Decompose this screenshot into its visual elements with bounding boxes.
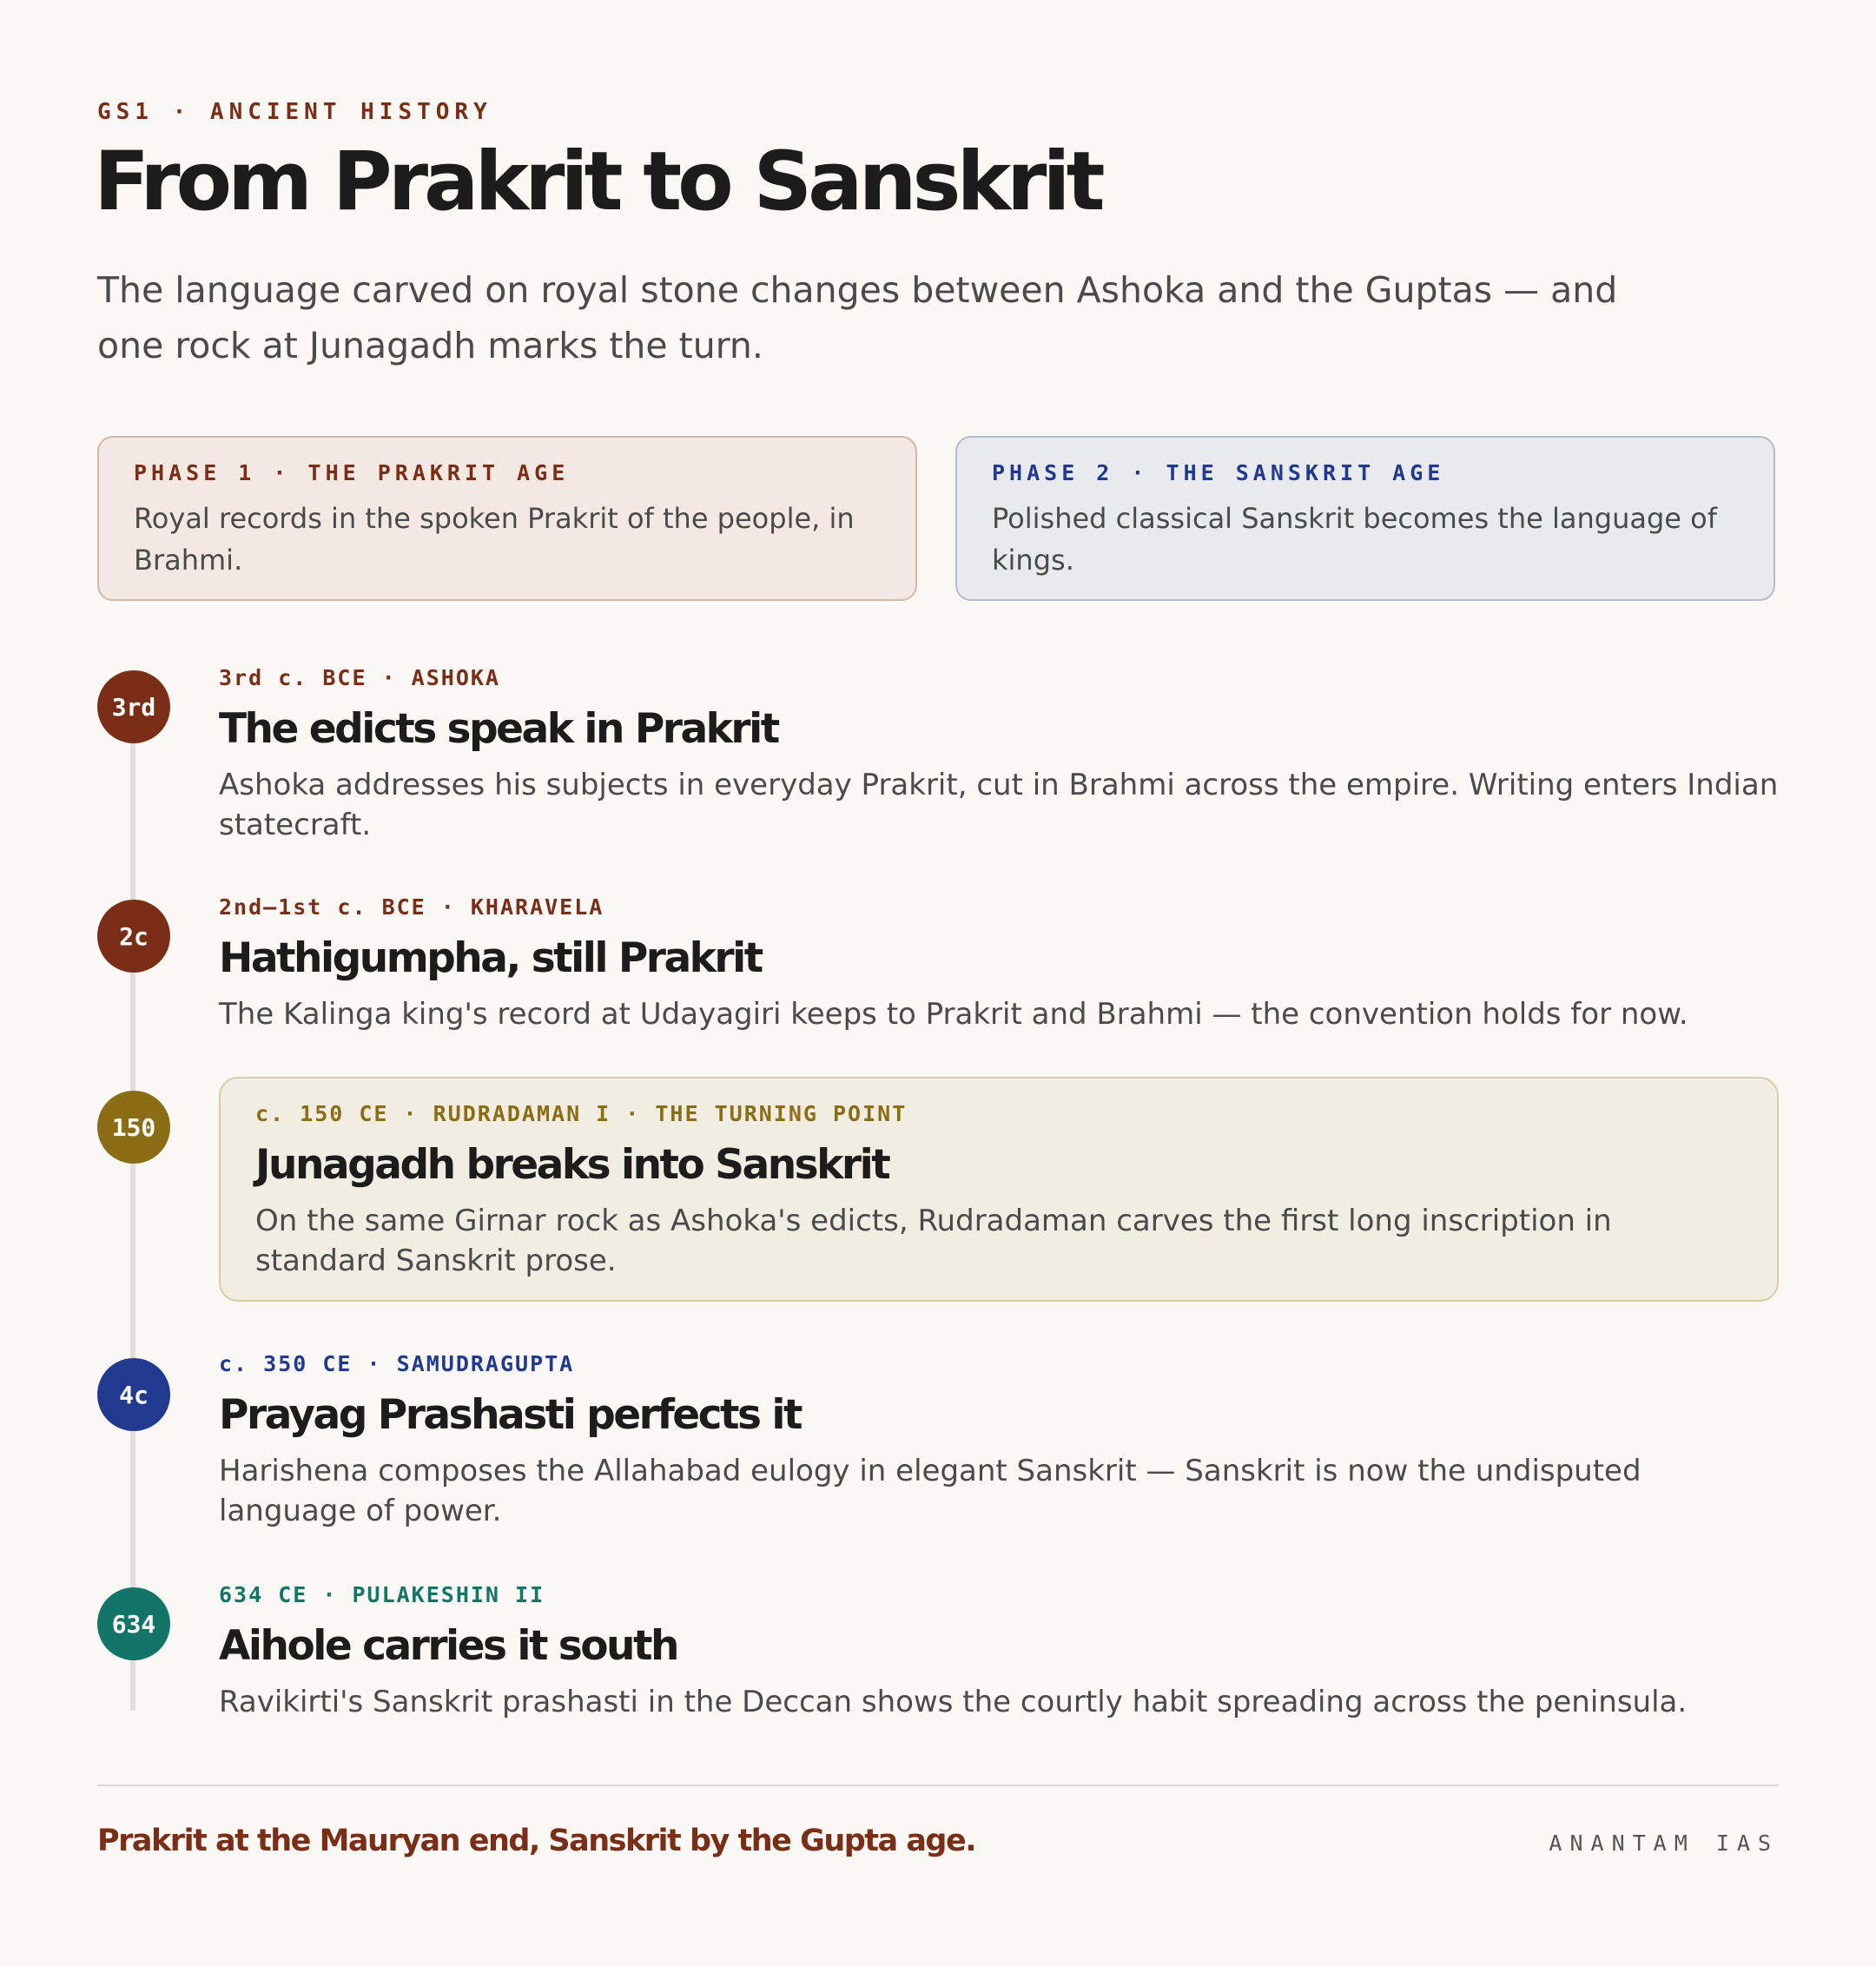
event-meta: 2nd–1st c. BCE · KHARAVELA	[219, 894, 604, 920]
page-title: From Prakrit to Sanskrit	[94, 135, 1101, 229]
timeline-marker-4c: 4c	[97, 1358, 170, 1431]
page-subtitle: The language carved on royal stone changes between Ashoka and the Guptas — and one rock at Junagadh marks the turn.	[97, 269, 1618, 366]
event-meta: c. 350 CE · SAMUDRAGUPTA	[219, 1351, 575, 1376]
timeline-line	[130, 702, 135, 1711]
brand-mark: ANANTAM IAS	[1549, 1831, 1779, 1856]
event-meta: c. 150 CE · RUDRADAMAN I · THE TURNING POINT	[255, 1101, 908, 1126]
event-description: The Kalinga king's record at Udayagiri keeps to Prakrit and Brahmi — the convention holds for now.	[219, 997, 1688, 1032]
event-title: Hathigumpha, still Prakrit	[219, 934, 762, 982]
event-title: Aihole carries it south	[219, 1622, 677, 1670]
timeline-event-kharavela	[219, 894, 1779, 1034]
timeline-event-samudragupta	[219, 1351, 1779, 1531]
event-description: Ravikirti's Sanskrit prashasti in the Deccan shows the courtly habit spreading across the peninsula.	[219, 1685, 1688, 1720]
footer-divider	[97, 1785, 1779, 1786]
event-description: Harishena composes the Allahabad eulogy in elegant Sanskrit — Sanskrit is now the undisputed language of power.	[219, 1454, 1642, 1529]
phase-card-prakrit	[97, 436, 917, 601]
event-meta: 634 CE · PULAKESHIN II	[219, 1582, 545, 1607]
timeline-marker-150: 150	[97, 1091, 170, 1164]
event-title: Prayag Prashasti perfects it	[219, 1391, 801, 1439]
event-meta: 3rd c. BCE · ASHOKA	[219, 665, 500, 690]
event-title: The edicts speak in Prakrit	[219, 705, 778, 753]
phase-label: PHASE 1 · THE PRAKRIT AGE	[134, 460, 570, 485]
timeline-marker-634: 634	[97, 1587, 170, 1660]
phase-label: PHASE 2 · THE SANSKRIT AGE	[992, 460, 1445, 485]
phase-card-sanskrit	[955, 436, 1775, 601]
timeline-marker-2c: 2c	[97, 900, 170, 973]
timeline-marker-3rd: 3rd	[97, 670, 170, 743]
phase-description: Polished classical Sanskrit becomes the language of kings.	[992, 502, 1717, 577]
timeline-event-ashoka	[219, 665, 1779, 845]
timeline-event-pulakeshin	[219, 1582, 1779, 1722]
event-description: Ashoka addresses his subjects in everyday Prakrit, cut in Brahmi across the empire. Writing enters Indian statecraft.	[219, 768, 1779, 843]
footer-summary: Prakrit at the Mauryan end, Sanskrit by the Gupta age.	[97, 1824, 976, 1858]
event-description: On the same Girnar rock as Ashoka's edicts, Rudradaman carves the first long inscription in standard Sanskrit prose.	[255, 1204, 1612, 1279]
phase-description: Royal records in the spoken Prakrit of the people, in Brahmi.	[134, 502, 855, 577]
timeline-event-rudradaman	[219, 1077, 1779, 1302]
event-title: Junagadh breaks into Sanskrit	[255, 1141, 889, 1189]
section-kicker: GS1 · ANCIENT HISTORY	[97, 99, 492, 125]
